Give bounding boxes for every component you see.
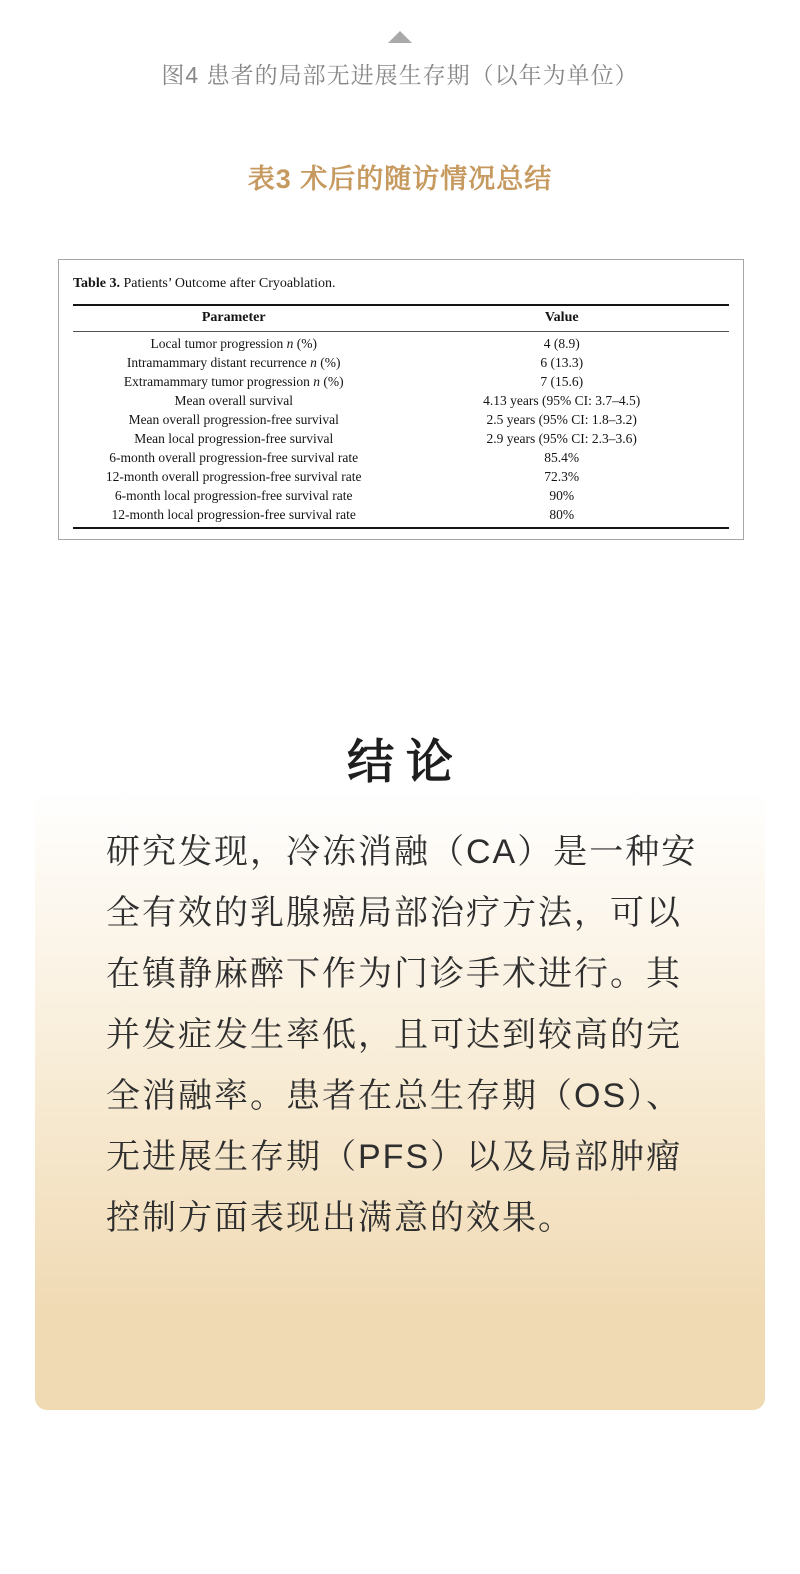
parameter-cell: 6-month overall progression-free survival rate — [109, 450, 359, 465]
table-row — [73, 448, 729, 467]
figure-caption: 图4 患者的局部无进展生存期（以年为单位） — [161, 62, 639, 88]
column-header-parameter: Parameter — [73, 305, 394, 332]
value-cell: 2.9 years (95% CI: 2.3–3.6) — [486, 431, 637, 446]
conclusion-line: 控制方面表现出满意的效果。 — [106, 1199, 574, 1237]
value-cell: 2.5 years (95% CI: 1.8–3.2) — [486, 412, 637, 427]
parameter-cell: 6-month local progression-free survival rate — [114, 488, 353, 503]
parameter-cell: Mean overall survival — [174, 393, 293, 408]
table-header-row — [73, 305, 729, 332]
parameter-cell: 12-month overall progression-free survival rate — [105, 469, 362, 484]
value-cell: 85.4% — [544, 450, 580, 465]
conclusion-heading: 结 论 — [347, 737, 453, 789]
parameter-cell: Mean local progression-free survival — [134, 431, 334, 446]
value-cell: 4.13 years (95% CI: 3.7–4.5) — [483, 393, 641, 408]
table-title-label: Table 3. — [73, 276, 120, 291]
conclusion-line: 全有效的乳腺癌局部治疗方法，可以 — [106, 894, 682, 932]
conclusion-line: 并发症发生率低，且可达到较高的完 — [106, 1016, 682, 1054]
conclusion-paragraph — [106, 822, 706, 1249]
parameter-cell: Intramammary distant recurrence n (%) — [126, 355, 341, 370]
value-cell: 80% — [549, 507, 575, 522]
value-cell: 6 (13.3) — [540, 355, 584, 370]
table-row — [73, 467, 729, 486]
value-cell: 4 (8.9) — [543, 336, 580, 351]
table-title — [73, 275, 729, 292]
table-row — [73, 486, 729, 505]
parameter-cell: 12-month local progression-free survival rate — [111, 507, 356, 522]
table-row — [73, 429, 729, 448]
parameter-cell: Local tumor progression n (%) — [150, 336, 317, 351]
table-row — [73, 353, 729, 372]
conclusion-line: 全消融率。患者在总生存期（OS）、 — [106, 1077, 683, 1115]
column-header-value: Value — [394, 305, 729, 332]
table-title-text: Patients’ Outcome after Cryoablation. — [119, 276, 336, 291]
parameter-cell: Extramammary tumor progression n (%) — [123, 374, 344, 389]
value-cell: 7 (15.6) — [540, 374, 584, 389]
conclusion-line: 研究发现，冷冻消融（CA）是一种安 — [106, 833, 698, 871]
table-row — [73, 391, 729, 410]
conclusion-line: 在镇静麻醉下作为门诊手术进行。其 — [106, 955, 682, 993]
outcomes-table — [73, 304, 729, 529]
table-row — [73, 410, 729, 429]
section-heading: 表3 术后的随访情况总结 — [247, 164, 553, 194]
parameter-cell: Mean overall progression-free survival — [128, 412, 339, 427]
table-row — [73, 332, 729, 354]
collapse-arrow-icon[interactable] — [388, 31, 412, 43]
table-body — [73, 332, 729, 529]
conclusion-line: 无进展生存期（PFS）以及局部肿瘤 — [106, 1138, 683, 1176]
table-row — [73, 505, 729, 528]
table-row — [73, 372, 729, 391]
value-cell: 90% — [549, 488, 575, 503]
table-figure — [58, 259, 744, 540]
value-cell: 72.3% — [544, 469, 580, 484]
